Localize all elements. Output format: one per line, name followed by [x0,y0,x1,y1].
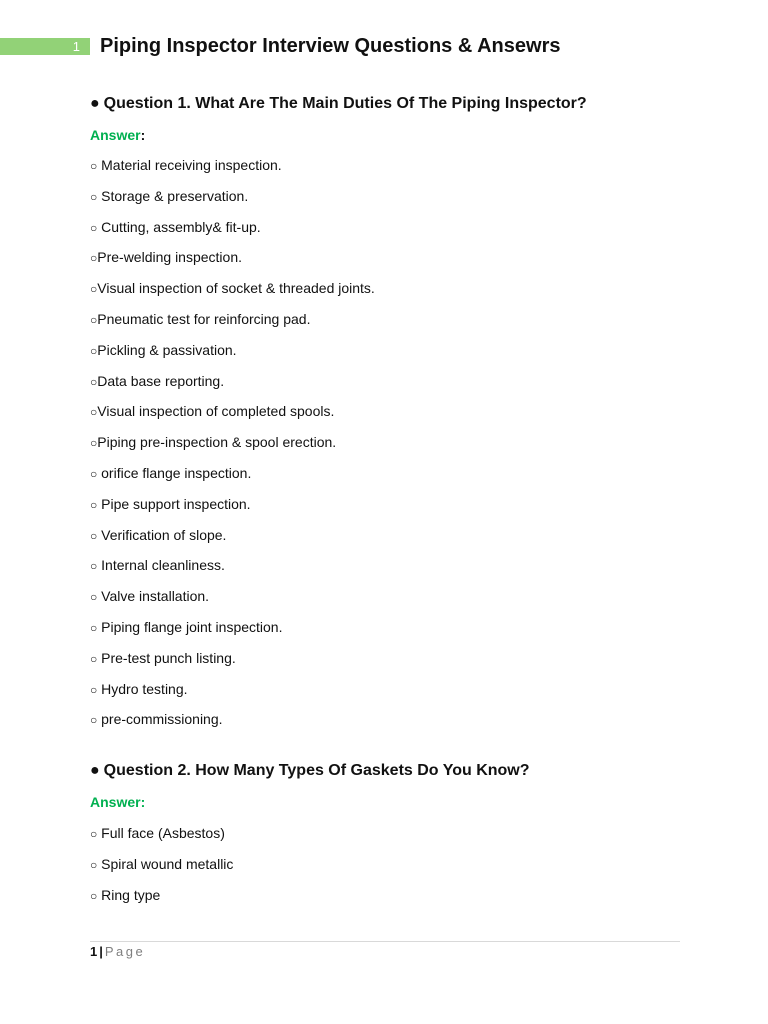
list-item [90,709,690,729]
list-item-text: Spiral wound metallic [97,856,234,873]
question-2-text: Question 2. How Many Types Of Gaskets Do You Know? [103,762,530,780]
list-item-text: Ring type [97,886,161,903]
hollow-circle-icon: ○ [90,251,98,266]
list-item [90,155,690,175]
footer-page-number: 1 [90,944,98,959]
list-item [90,340,690,360]
footer-divider [90,941,680,942]
hollow-circle-icon: ○ [90,466,98,481]
list-item [90,309,690,329]
footer-page-word: Page [104,944,146,959]
hollow-circle-icon: ○ [90,620,98,635]
answer-2-label-text: Answer: [90,794,146,811]
list-item [90,617,690,637]
page-footer [90,943,145,961]
list-item-text: Hydro testing. [97,680,188,697]
list-item-text: pre-commissioning. [97,711,223,728]
answer-1-list [90,155,690,729]
list-item [90,463,690,483]
hollow-circle-icon: ○ [90,220,98,235]
hollow-circle-icon: ○ [90,374,98,389]
list-item [90,555,690,575]
hollow-circle-icon: ○ [90,189,98,204]
question-1-text: Question 1. What Are The Main Duties Of The Piping Inspector? [103,95,587,112]
filled-bullet-icon: ● [90,762,100,780]
hollow-circle-icon: ○ [90,436,98,451]
list-item-text: Storage & preservation. [97,187,249,204]
question-1-heading [90,92,690,116]
list-item [90,247,690,267]
hollow-circle-icon: ○ [90,159,98,173]
hollow-circle-icon: ○ [90,405,98,420]
list-item [90,494,690,514]
header-accent-bar [0,38,90,55]
list-item-text: Data base reporting. [97,372,225,389]
hollow-circle-icon: ○ [90,888,98,903]
list-item-text: Pipe support inspection. [97,495,251,512]
page-header [0,35,768,59]
hollow-circle-icon: ○ [90,858,98,873]
list-item-text: Cutting, assembly& fit-up. [97,218,261,235]
hollow-circle-icon: ○ [90,590,98,605]
list-item [90,648,690,668]
hollow-circle-icon: ○ [90,651,98,666]
list-item-text: Piping flange joint inspection. [97,618,283,635]
list-item [90,679,690,699]
list-item [90,823,690,843]
list-item-text: Material receiving inspection. [97,157,282,173]
hollow-circle-icon: ○ [90,559,98,574]
answer-1-label-colon: : [140,127,146,143]
hollow-circle-icon: ○ [90,713,98,728]
list-item [90,885,690,905]
question-2-heading [90,759,690,783]
footer-separator: | [99,944,103,959]
list-item-text: Pre-test punch listing. [97,649,236,666]
list-item-text: Full face (Asbestos) [97,825,225,842]
list-item-text: Piping pre-inspection & spool erection. [97,434,337,451]
list-item-text: Pickling & passivation. [97,341,237,358]
answer-1-label [90,125,690,145]
hollow-circle-icon: ○ [90,343,98,358]
list-item-text: Pre-welding inspection. [97,249,242,266]
page-title: Piping Inspector Interview Questions & Ansewrs [100,35,561,57]
list-item [90,278,690,298]
list-item [90,217,690,237]
list-item [90,525,690,545]
list-item [90,432,690,452]
answer-2-label [90,792,690,812]
hollow-circle-icon: ○ [90,312,98,327]
hollow-circle-icon: ○ [90,528,98,543]
list-item-text: Visual inspection of socket & threaded joints. [97,280,375,297]
hollow-circle-icon: ○ [90,827,98,842]
filled-bullet-icon: ● [90,95,100,112]
list-item [90,854,690,874]
list-item-text: Verification of slope. [97,526,227,543]
list-item [90,586,690,606]
header-page-number: 1 [72,39,80,54]
list-item [90,186,690,206]
list-item-text: orifice flange inspection. [97,464,252,481]
hollow-circle-icon: ○ [90,682,98,697]
answer-2-list [90,823,690,905]
hollow-circle-icon: ○ [90,497,98,512]
list-item-text: Valve installation. [97,588,210,605]
list-item-text: Pneumatic test for reinforcing pad. [97,310,311,327]
hollow-circle-icon: ○ [90,282,98,297]
document-body [90,92,690,916]
list-item-text: Internal cleanliness. [97,557,225,574]
list-item [90,401,690,421]
list-item-text: Visual inspection of completed spools. [97,403,335,420]
answer-1-label-text: Answer [90,127,141,143]
list-item [90,371,690,391]
